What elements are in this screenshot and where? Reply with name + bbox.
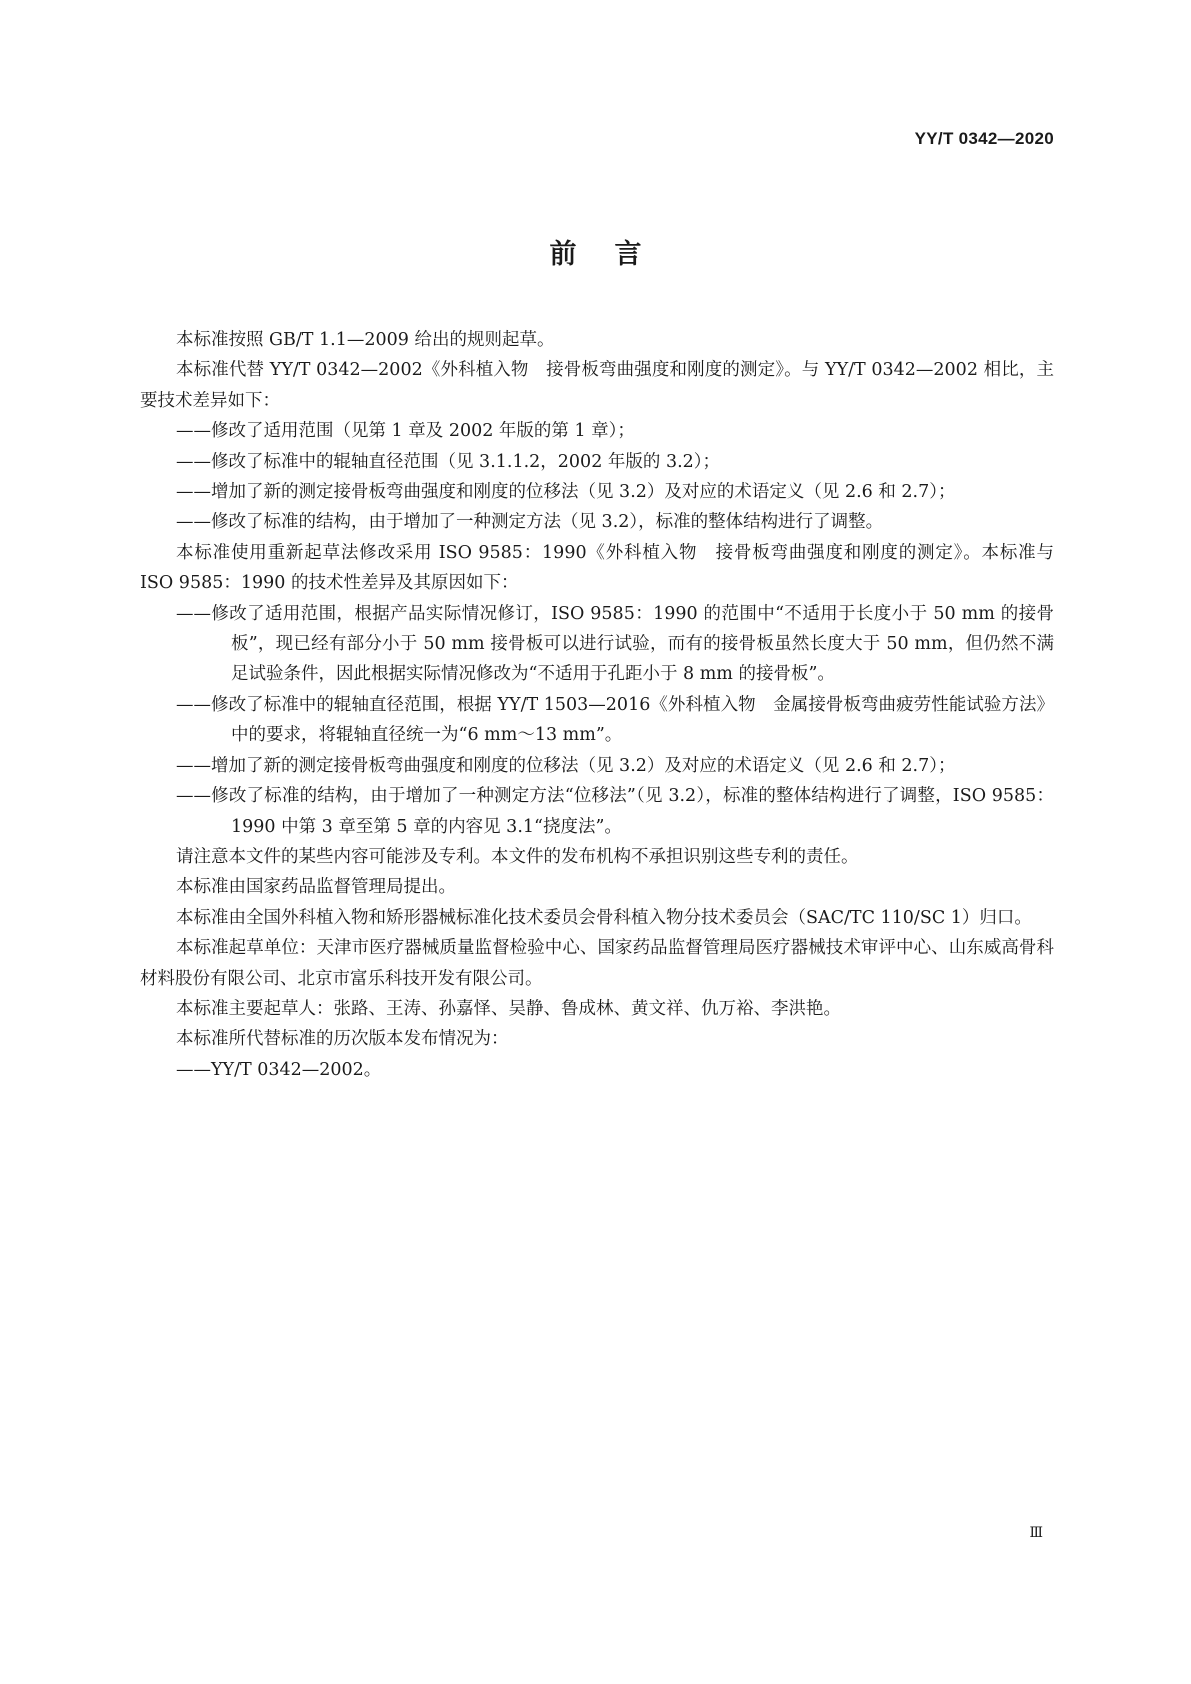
paragraph: 本标准使用重新起草法修改采用 ISO 9585：1990《外科植入物 接骨板弯曲强度和刚度的测定》。本标准与 ISO 9585：1990 的技术性差异及其原因如下： bbox=[140, 542, 1054, 594]
list-item: ——修改了标准的结构，由于增加了一种测定方法（见 3.2），标准的整体结构进行了调整。 bbox=[176, 512, 884, 533]
standard-code: YY/T 0342—2020 bbox=[914, 129, 1054, 148]
list-item: ——修改了适用范围，根据产品实际情况修订，ISO 9585：1990 的范围中“不适用于长度小于 50 mm 的接骨板”，现已经有部分小于 50 mm 接骨板可以进行试验，而有的接骨板虽然长度大于 50 mm，但仍然不满足试验条件，因此根据实际情况修改为“不适用于孔距小于 8 mm 的接骨板”。 bbox=[176, 603, 1054, 685]
paragraph: 本标准起草单位：天津市医疗器械质量监督检验中心、国家药品监督管理局医疗器械技术审评中心、山东威高骨科材料股份有限公司、北京市富乐科技开发有限公司。 bbox=[140, 938, 1054, 989]
foreword-body bbox=[140, 325, 1054, 1085]
paragraph: 请注意本文件的某些内容可能涉及专利。本文件的发布机构不承担识别这些专利的责任。 bbox=[176, 846, 859, 867]
paragraph: 本标准所代替标准的历次版本发布情况为： bbox=[176, 1029, 509, 1050]
list-item: ——修改了标准中的辊轴直径范围（见 3.1.1.2，2002 年版的 3.2）； bbox=[176, 451, 721, 472]
paragraph: 本标准按照 GB/T 1.1—2009 给出的规则起草。 bbox=[176, 330, 555, 350]
page-title: 前言 bbox=[549, 239, 680, 270]
list-item: ——修改了标准中的辊轴直径范围，根据 YY/T 1503—2016《外科植入物 金属接骨板弯曲疲劳性能试验方法》中的要求，将辊轴直径统一为“6 mm～13 mm”。 bbox=[176, 694, 1054, 746]
list-item: ——修改了标准的结构，由于增加了一种测定方法“位移法”（见 3.2），标准的整体结构进行了调整，ISO 9585：1990 中第 3 章至第 5 章的内容见 3.1“挠度法”。 bbox=[176, 786, 1054, 837]
list-item: ——增加了新的测定接骨板弯曲强度和刚度的位移法（见 3.2）及对应的术语定义（见 2.6 和 2.7）； bbox=[176, 755, 956, 776]
list-item: ——增加了新的测定接骨板弯曲强度和刚度的位移法（见 3.2）及对应的术语定义（见 2.6 和 2.7）； bbox=[176, 482, 956, 503]
paragraph: 本标准由国家药品监督管理局提出。 bbox=[176, 877, 456, 898]
paragraph: 本标准由全国外科植入物和矫形器械标准化技术委员会骨科植入物分技术委员会（SAC/TC 110/SC 1）归口。 bbox=[176, 907, 1032, 928]
page-number: Ⅲ bbox=[1029, 1525, 1043, 1541]
paragraph: 本标准代替 YY/T 0342—2002《外科植入物 接骨板弯曲强度和刚度的测定》。与 YY/T 0342—2002 相比，主要技术差异如下： bbox=[140, 360, 1054, 411]
list-item: ——YY/T 0342—2002。 bbox=[176, 1059, 382, 1080]
paragraph: 本标准主要起草人：张路、王涛、孙嘉怿、吴静、鲁成林、黄文祥、仇万裕、李洪艳。 bbox=[176, 998, 841, 1019]
list-item: ——修改了适用范围（见第 1 章及 2002 年版的第 1 章）； bbox=[176, 421, 635, 442]
